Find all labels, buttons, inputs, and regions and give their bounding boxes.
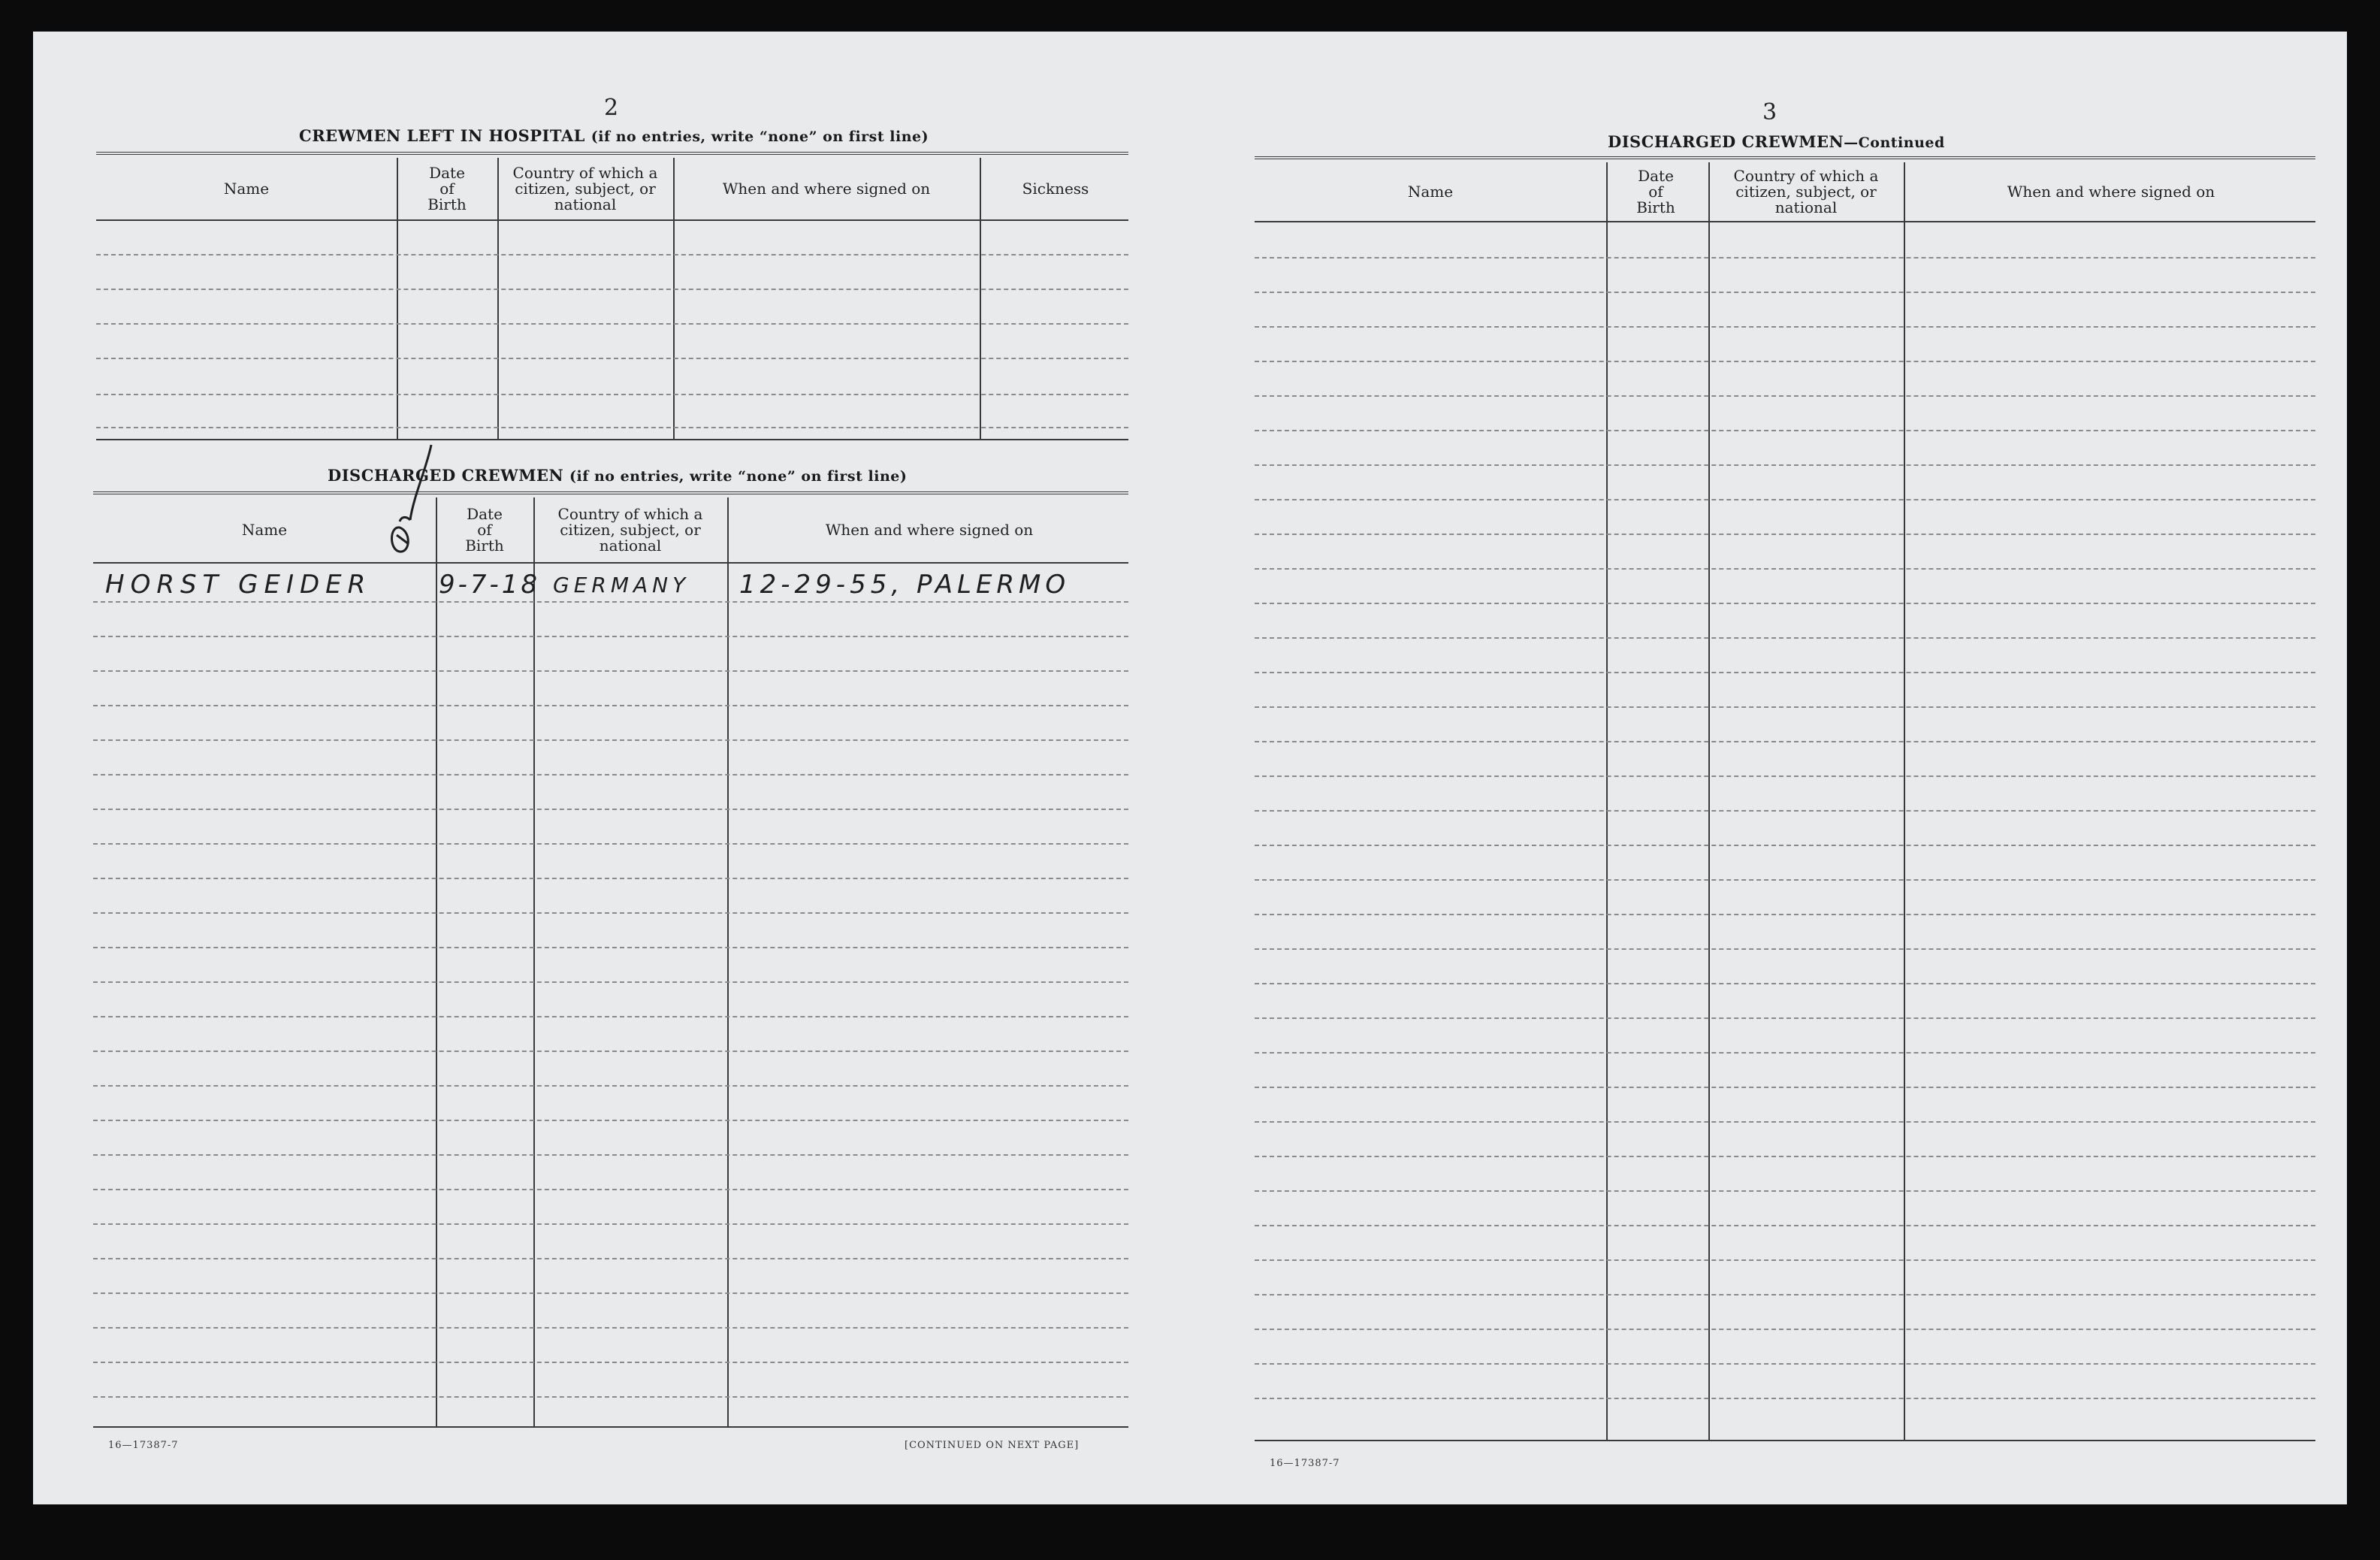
hospital-section-title xyxy=(299,126,929,145)
entry-line xyxy=(93,947,1128,948)
handwritten-check-mark xyxy=(367,437,457,573)
entry-line xyxy=(1255,1398,2315,1399)
entry-line xyxy=(1255,326,2315,328)
entry-line xyxy=(93,843,1128,845)
entry-line xyxy=(1255,568,2315,570)
discharged-header-rule xyxy=(93,562,1128,564)
entry-line xyxy=(1255,1017,2315,1019)
hospital-col-signed: When and where signed on xyxy=(722,179,931,198)
entry-line xyxy=(1255,603,2315,604)
right-col-signed: When and where signed on xyxy=(2007,182,2215,201)
discharged-col-country: Country of which a citizen, subject, or national xyxy=(557,504,703,555)
right-col-divider xyxy=(1904,162,1905,1440)
right-col-country: Country of which a citizen, subject, or national xyxy=(1733,166,1879,216)
entry-line xyxy=(1255,672,2315,673)
discharged-instruction: (if no entries, write “none” on first line) xyxy=(569,468,908,485)
entry-line xyxy=(93,981,1128,983)
entry-line xyxy=(1255,1225,2315,1226)
hospital-header-rule xyxy=(96,219,1128,221)
entry-line xyxy=(93,809,1128,810)
entry-line xyxy=(1255,1121,2315,1123)
entry-line xyxy=(1255,810,2315,812)
entry-name: HORST GEIDER xyxy=(105,570,372,600)
entry-line xyxy=(93,1189,1128,1190)
entry-line xyxy=(1255,534,2315,535)
continued-note: [CONTINUED ON NEXT PAGE] xyxy=(905,1440,1080,1451)
right-form-number: 16—17387-7 xyxy=(1270,1458,1340,1469)
discharged-col-signed: When and where signed on xyxy=(825,520,1034,539)
entry-line xyxy=(1255,948,2315,950)
entry-line xyxy=(93,774,1128,775)
hospital-instruction: (if no entries, write “none” on first line) xyxy=(590,128,929,145)
hospital-col-sickness: Sickness xyxy=(1022,179,1089,198)
entry-line xyxy=(93,1051,1128,1052)
entry-line xyxy=(93,1223,1128,1225)
entry-signed-on: 12-29-55, PALERMO xyxy=(739,570,1071,600)
right-col-name: Name xyxy=(1407,182,1454,201)
entry-line xyxy=(1255,1259,2315,1261)
entry-line xyxy=(93,670,1128,672)
entry-line xyxy=(1255,1087,2315,1088)
discharged-table-bottom-rule xyxy=(93,1426,1128,1428)
left-page-number: 2 xyxy=(604,95,619,121)
right-col-divider xyxy=(1606,162,1608,1440)
entry-line xyxy=(1255,1052,2315,1054)
hospital-col-divider xyxy=(980,158,981,440)
discharged-col-name: Name xyxy=(241,520,288,539)
entry-country: GERMANY xyxy=(553,573,690,597)
hospital-table-top-rule xyxy=(96,152,1128,155)
entry-line xyxy=(1255,706,2315,708)
left-form-number: 16—17387-7 xyxy=(108,1440,179,1451)
entry-line xyxy=(1255,1329,2315,1330)
entry-line xyxy=(1255,361,2315,362)
right-header-rule xyxy=(1255,221,2315,222)
discharged-col-dob: Date of Birth xyxy=(465,504,504,555)
entry-line xyxy=(93,878,1128,879)
hospital-table-bottom-rule xyxy=(96,439,1128,440)
right-title-text: DISCHARGED CREWMEN xyxy=(1608,132,1844,151)
entry-line xyxy=(1255,1190,2315,1192)
discharged-table-top-rule xyxy=(93,491,1128,494)
entry-line xyxy=(1255,464,2315,466)
hospital-col-divider xyxy=(497,158,499,440)
entry-line xyxy=(93,1258,1128,1259)
right-page-number: 3 xyxy=(1762,99,1777,125)
entry-line xyxy=(1255,499,2315,500)
entry-line xyxy=(93,1120,1128,1121)
entry-line xyxy=(1255,637,2315,639)
hospital-col-dob: Date of Birth xyxy=(427,163,467,213)
entry-line xyxy=(1255,292,2315,293)
entry-line xyxy=(93,601,1128,603)
entry-line xyxy=(1255,741,2315,742)
entry-line xyxy=(93,636,1128,637)
right-col-divider xyxy=(1708,162,1710,1440)
entry-line xyxy=(93,1292,1128,1294)
entry-line xyxy=(1255,983,2315,984)
entry-line xyxy=(93,1016,1128,1017)
entry-line xyxy=(93,1396,1128,1398)
document-sheet xyxy=(33,32,2347,1504)
right-section-title xyxy=(1608,132,1945,151)
hospital-col-divider xyxy=(673,158,675,440)
right-title-suffix: —Continued xyxy=(1844,135,1945,151)
hospital-col-divider xyxy=(397,158,398,440)
entry-line xyxy=(96,289,1128,290)
entry-line xyxy=(1255,1294,2315,1295)
entry-line xyxy=(96,358,1128,359)
hospital-title-text: CREWMEN LEFT IN HOSPITAL xyxy=(299,126,585,145)
right-col-dob: Date of Birth xyxy=(1636,166,1675,216)
entry-line xyxy=(96,323,1128,325)
entry-line xyxy=(93,912,1128,914)
entry-line xyxy=(1255,1363,2315,1365)
right-table-top-rule xyxy=(1255,156,2315,159)
entry-line xyxy=(1255,257,2315,258)
entry-line xyxy=(93,1154,1128,1156)
entry-line xyxy=(93,1327,1128,1329)
entry-line xyxy=(96,394,1128,395)
entry-line xyxy=(96,254,1128,255)
entry-line xyxy=(1255,395,2315,397)
entry-line xyxy=(93,1362,1128,1363)
entry-date-of-birth: 9-7-18 xyxy=(439,570,541,600)
entry-line xyxy=(1255,1156,2315,1157)
entry-line xyxy=(1255,845,2315,846)
entry-line xyxy=(1255,430,2315,431)
entry-line xyxy=(93,1085,1128,1087)
entry-line xyxy=(93,739,1128,741)
discharged-title-text: DISCHARGED CREWMEN xyxy=(328,466,564,485)
right-table-bottom-rule xyxy=(1255,1440,2315,1441)
entry-line xyxy=(1255,775,2315,777)
entry-line xyxy=(96,427,1128,428)
entry-line xyxy=(1255,914,2315,915)
hospital-col-country: Country of which a citizen, subject, or national xyxy=(512,163,658,213)
hospital-col-name: Name xyxy=(223,179,270,198)
entry-line xyxy=(93,705,1128,706)
entry-line xyxy=(1255,879,2315,881)
